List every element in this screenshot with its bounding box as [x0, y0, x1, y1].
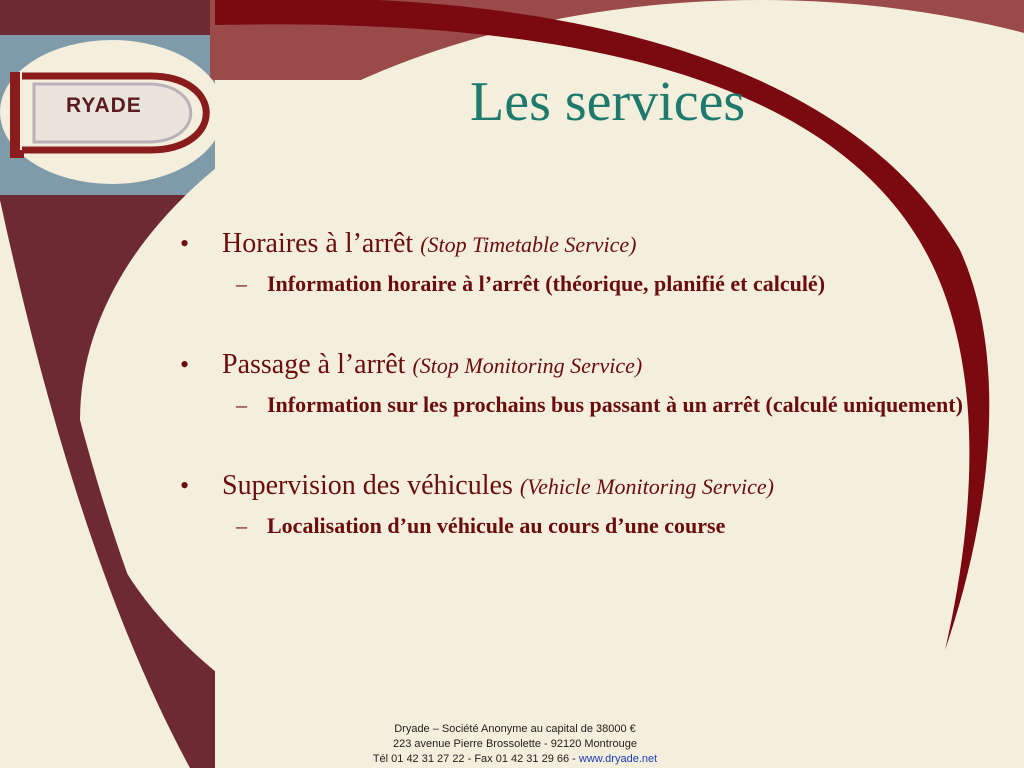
sub-item-text: Information sur les prochains bus passant à un arrêt (calculé uniquement) — [267, 392, 963, 417]
bullet-heading — [222, 222, 970, 267]
sub-item — [222, 511, 970, 541]
bullet-dot-icon: • — [180, 471, 190, 500]
bullet-english-title: (Stop Timetable Service) — [420, 232, 637, 257]
footer-company-line: Dryade – Société Anonyme au capital de 38000 € — [394, 723, 636, 735]
dash-icon: – — [236, 513, 247, 538]
bullet-english-title: (Vehicle Monitoring Service) — [519, 474, 774, 499]
bullet-heading — [222, 464, 970, 509]
sub-item-text: Localisation d’un véhicule au cours d’une course — [267, 513, 726, 538]
bullet-heading — [222, 343, 970, 388]
bullet-english-title: (Stop Monitoring Service) — [412, 353, 643, 378]
list-item — [180, 464, 970, 541]
sub-item — [222, 390, 970, 420]
footer-address-line: 223 avenue Pierre Brossolette - 92120 Montrouge — [393, 738, 637, 750]
bullet-dot-icon: • — [180, 229, 190, 258]
bullet-french-title: Passage à l’arrêt — [222, 349, 406, 380]
list-item — [180, 343, 970, 420]
bullet-dot-icon: • — [180, 350, 190, 379]
bullet-french-title: Horaires à l’arrêt — [222, 228, 414, 259]
website-link[interactable]: www.dryade.net — [578, 753, 658, 765]
dash-icon: – — [236, 392, 247, 417]
footer-contact-line — [360, 752, 670, 767]
footer — [360, 722, 670, 767]
sub-item-text: Information horaire à l’arrêt (théorique, planifié et calculé) — [267, 271, 826, 296]
list-item — [180, 222, 970, 299]
sub-item — [222, 269, 970, 299]
bullet-french-title: Supervision des véhicules — [222, 470, 513, 501]
footer-phone-fax: Tél 01 42 31 27 22 - Fax 01 42 31 29 66 - — [372, 753, 579, 765]
logo-wordmark: RYADE — [66, 94, 142, 117]
bullet-list — [180, 222, 970, 585]
page-title: Les services — [470, 71, 746, 133]
dash-icon: – — [236, 271, 247, 296]
